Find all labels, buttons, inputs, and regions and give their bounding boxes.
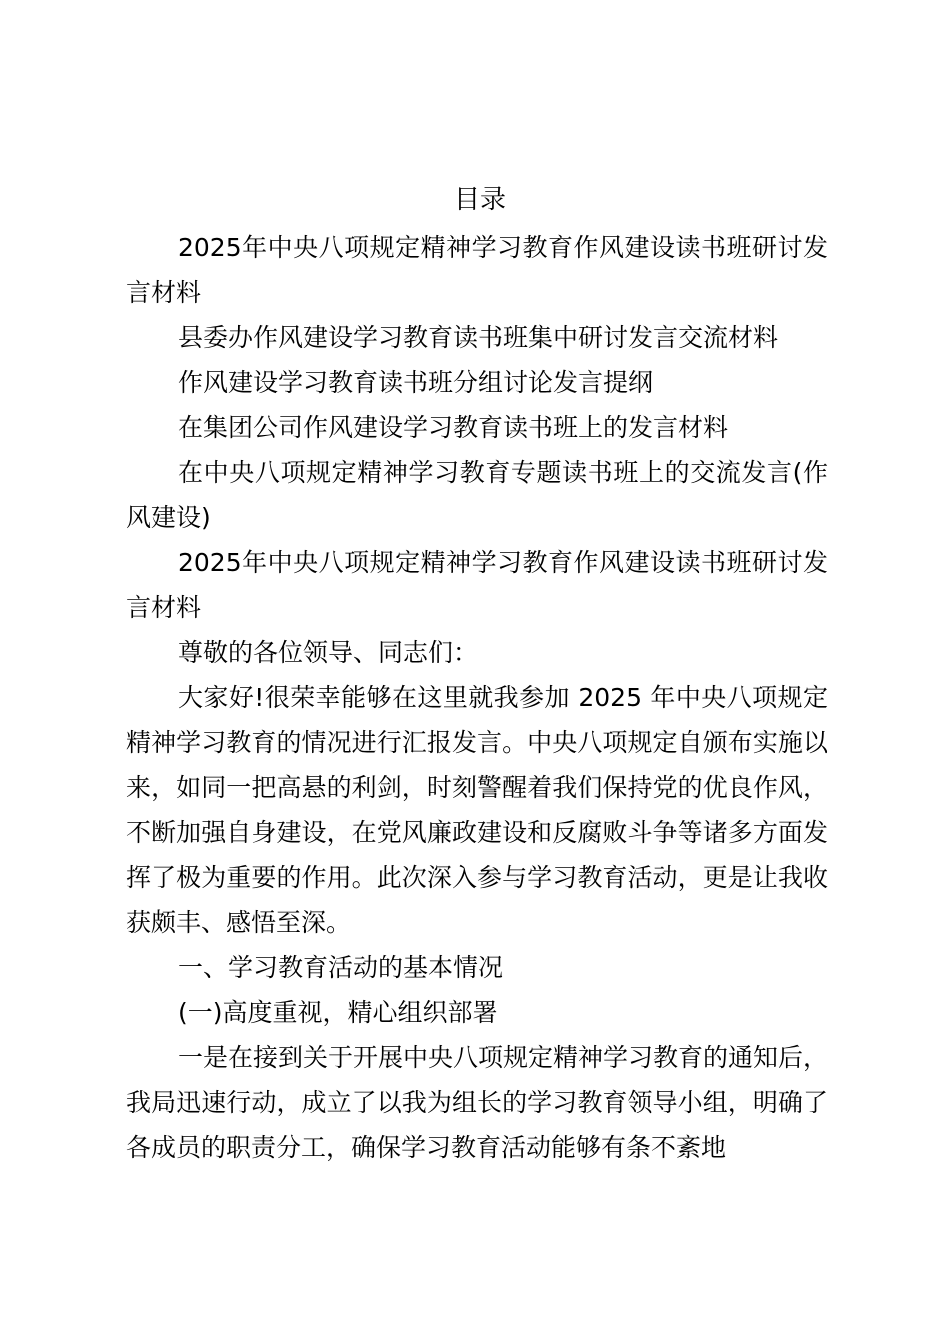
toc-entry-2: 县委办作风建设学习教育读书班集中研讨发言交流材料 — [178, 323, 779, 352]
toc-entry-4: 在集团公司作风建设学习教育读书班上的发言材料 — [178, 413, 729, 442]
article-title: 2025年中央八项规定精神学习教育作风建设读书班研讨发言材料 — [126, 548, 828, 622]
toc-entry-1: 2025年中央八项规定精神学习教育作风建设读书班研讨发言材料 — [126, 233, 828, 307]
toc-title: 目录 — [453, 185, 506, 215]
subsection-heading-1: (一)高度重视，精心组织部署 — [178, 998, 498, 1027]
body-paragraph-1: 一是在接到关于开展中央八项规定精神学习教育的通知后，我局迅速行动，成立了以我为组长的学习教育领导小组，明确了各成员的职责分工，确保学习教育活动能够有条不紊地 — [126, 1043, 829, 1162]
section-heading-1: 一、学习教育活动的基本情况 — [178, 953, 504, 982]
salutation: 尊敬的各位领导、同志们： — [178, 638, 479, 667]
document-body — [126, 225, 828, 1170]
toc-entry-3: 作风建设学习教育读书班分组讨论发言提纲 — [178, 368, 654, 397]
toc-entry-5: 在中央八项规定精神学习教育专题读书班上的交流发言(作风建设) — [126, 458, 828, 532]
intro-paragraph: 大家好!很荣幸能够在这里就我参加 2025 年中央八项规定精神学习教育的情况进行汇报发言。中央八项规定自颁布实施以来，如同一把高悬的利剑，时刻警醒着我们保持党的优良作风，不断加强自身建设，在党风廉政建设和反腐败斗争等诸多方面发挥了极为重要的作用。此次深入参与学习教育活动，更是让我收获颇丰、感悟至深。 — [126, 683, 828, 937]
